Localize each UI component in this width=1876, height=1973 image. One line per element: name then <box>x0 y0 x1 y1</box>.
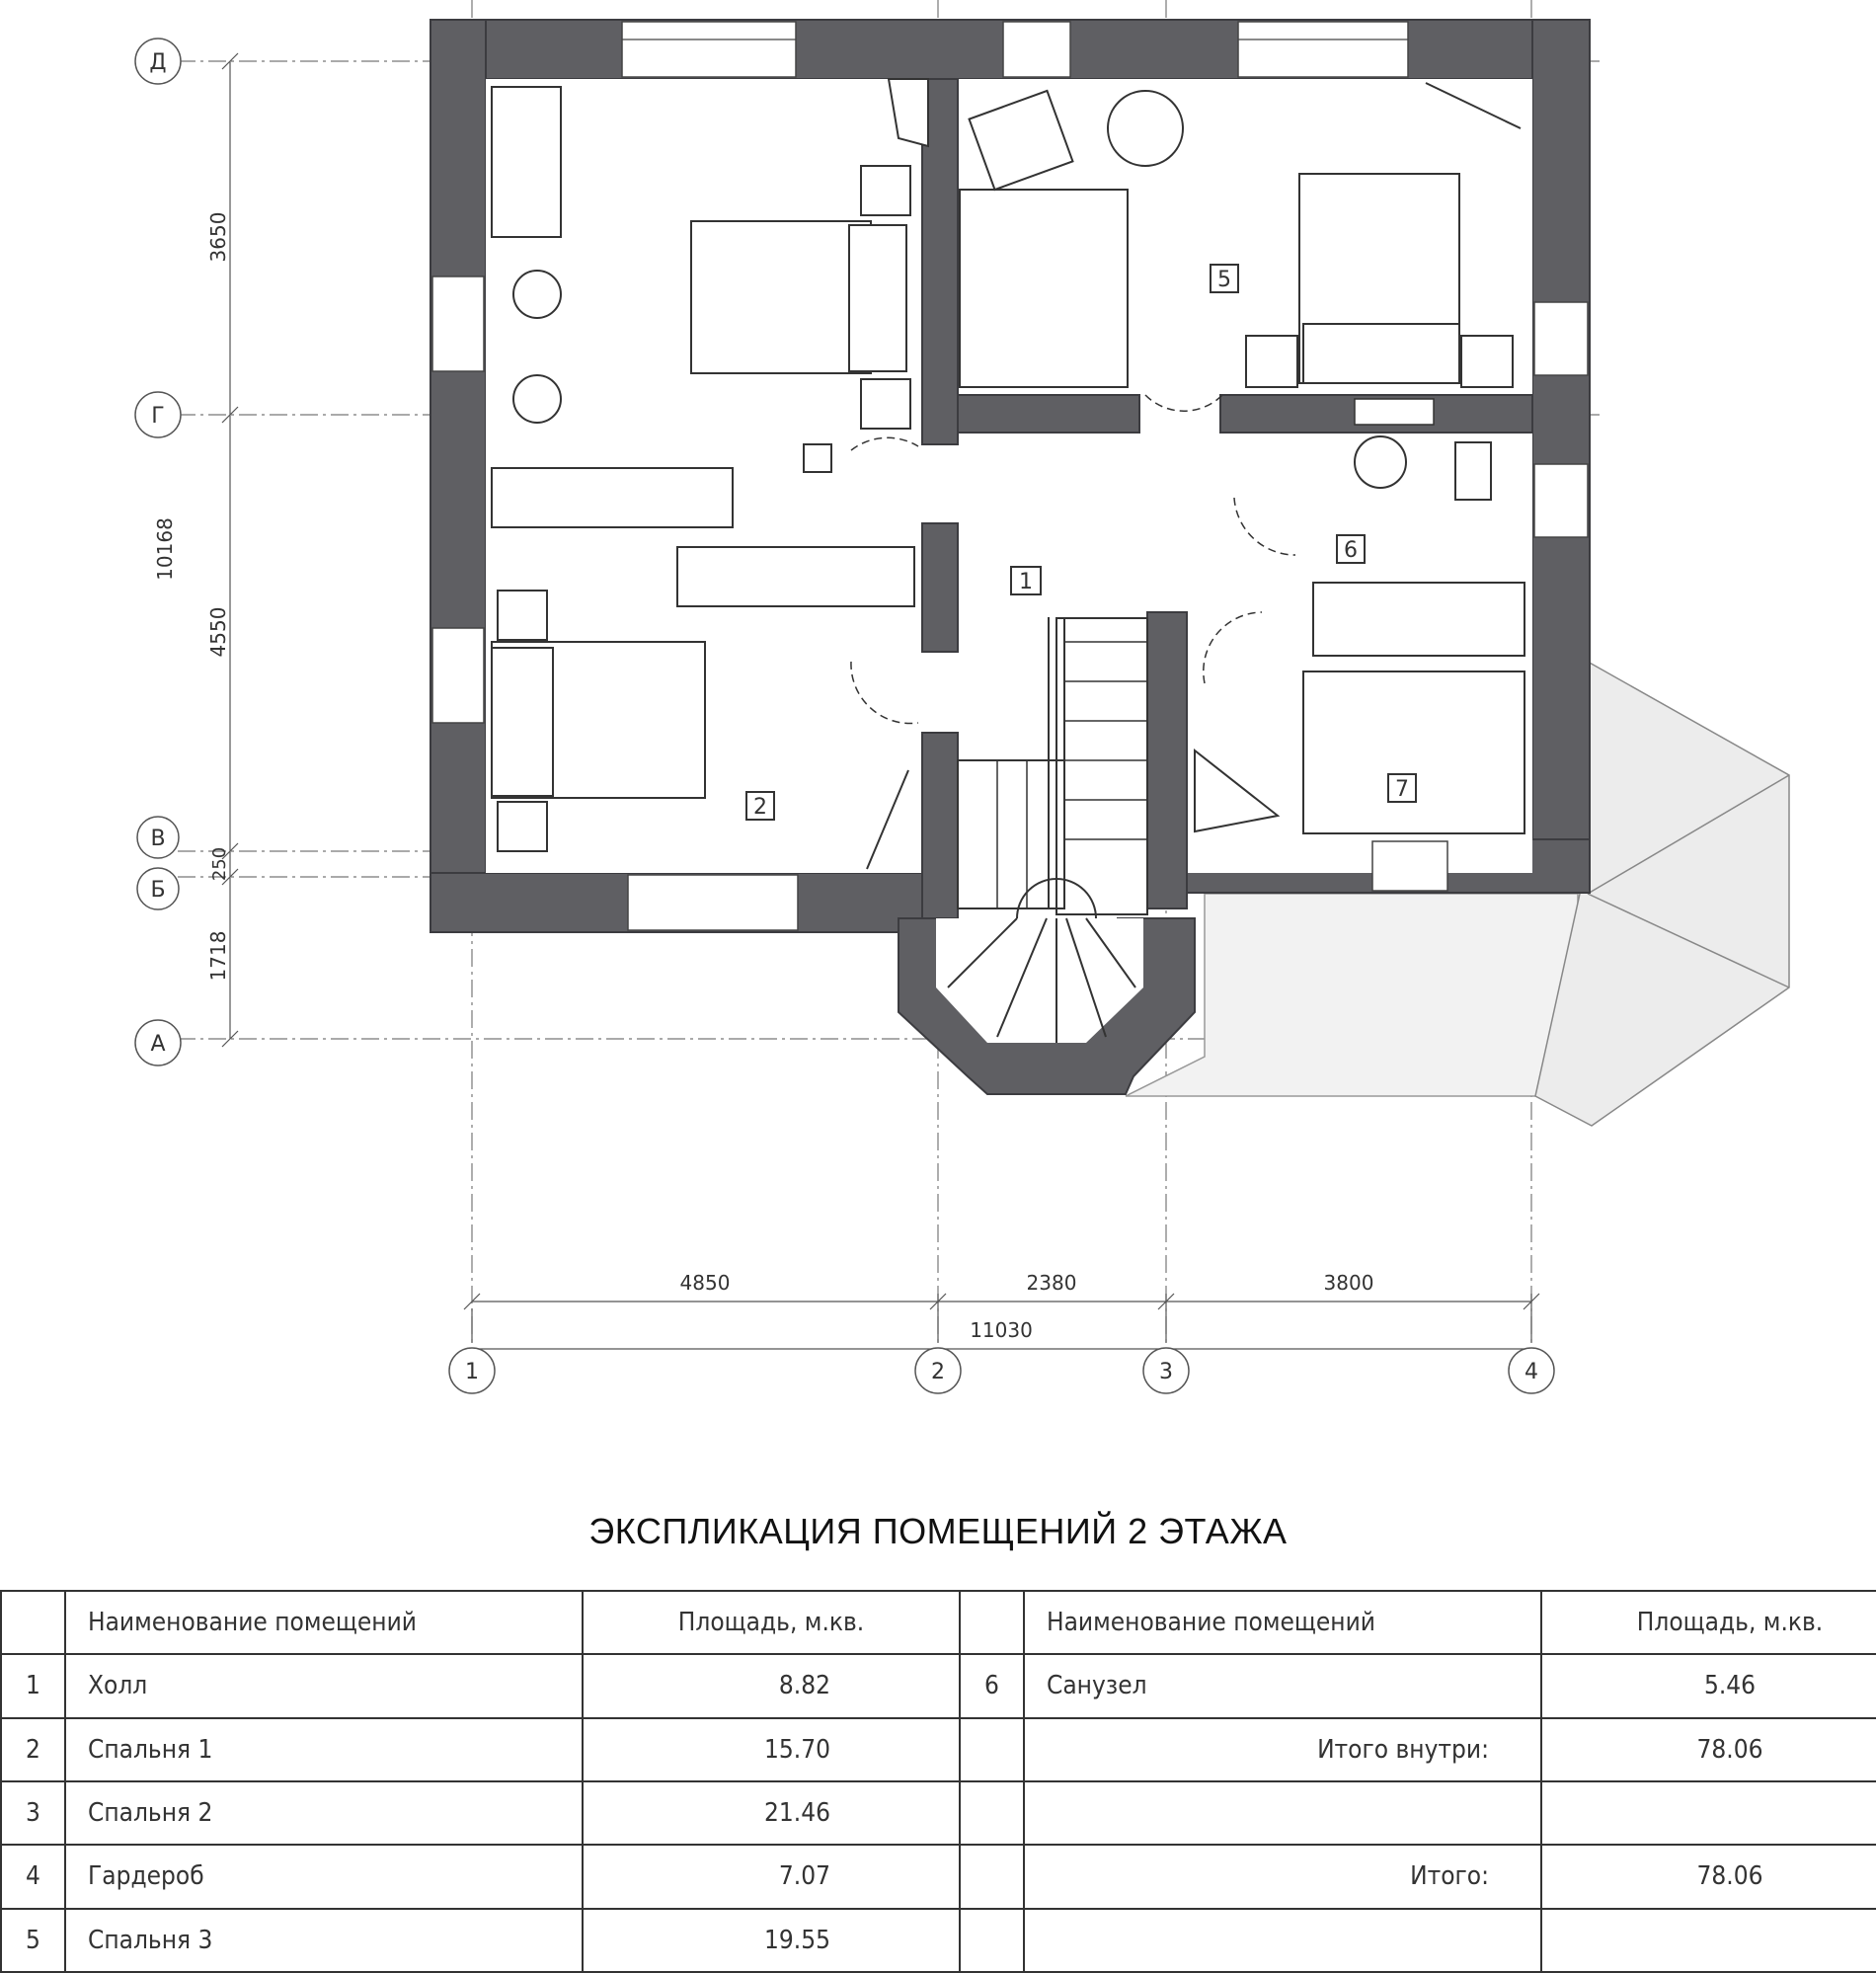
row-area: 8.82 <box>778 1671 830 1701</box>
room-tag-6: 6 <box>1344 538 1358 563</box>
dim-250: 250 <box>209 846 230 882</box>
dim-11030: 11030 <box>970 1318 1033 1342</box>
row-name: Спальня 2 <box>65 1781 583 1845</box>
row-area: 5.46 <box>1541 1654 1876 1717</box>
horizontal-dimensions <box>464 1271 1539 1349</box>
dim-4550: 4550 <box>206 606 230 658</box>
axis-label-1: 1 <box>465 1360 479 1384</box>
row-area <box>1541 1909 1876 1972</box>
row-area-cell <box>583 1718 960 1781</box>
row-num: 5 <box>1 1909 65 1972</box>
row-name <box>1024 1909 1541 1972</box>
dim-3650: 3650 <box>206 211 230 263</box>
axis-label-V: В <box>150 827 166 851</box>
room-tag-1: 1 <box>1019 570 1033 594</box>
axis-label-A: А <box>150 1032 166 1057</box>
row-num: 4 <box>1 1845 65 1908</box>
header-name-2: Наименование помещений <box>1024 1591 1541 1654</box>
axis-label-2: 2 <box>931 1360 945 1384</box>
table-row <box>1 1718 1876 1781</box>
room-tag-5: 5 <box>1217 268 1231 292</box>
table-row <box>1 1909 1876 1972</box>
dim-4850: 4850 <box>679 1271 731 1295</box>
row-num <box>960 1718 1024 1781</box>
table-row <box>1 1781 1876 1845</box>
row-name: Гардероб <box>65 1845 583 1908</box>
row-area: 78.06 <box>1541 1718 1876 1781</box>
row-name: Холл <box>65 1654 583 1717</box>
header-name: Наименование помещений <box>65 1591 583 1654</box>
room-tag-7: 7 <box>1395 777 1409 802</box>
rooms-explication-table <box>0 1590 1876 1973</box>
row-area: 7.07 <box>778 1861 830 1892</box>
axis-label-D: Д <box>149 50 167 75</box>
axis-label-4: 4 <box>1524 1360 1538 1384</box>
axis-bubbles-numbers <box>449 1348 1554 1393</box>
row-name: Спальня 3 <box>65 1909 583 1972</box>
row-num <box>960 1781 1024 1845</box>
dim-3800: 3800 <box>1323 1271 1374 1295</box>
dim-1718: 1718 <box>206 930 230 982</box>
header-area: Площадь, м.кв. <box>583 1591 960 1654</box>
dim-10168: 10168 <box>153 517 177 581</box>
row-area-cell <box>583 1909 960 1972</box>
header-area-2: Площадь, м.кв. <box>1541 1591 1876 1654</box>
header-num-cell <box>1 1591 65 1654</box>
row-name: Итого внутри: <box>1024 1718 1541 1781</box>
table-row <box>1 1654 1876 1717</box>
row-num: 6 <box>960 1654 1024 1717</box>
row-area <box>1541 1781 1876 1845</box>
dim-2380: 2380 <box>1026 1271 1077 1295</box>
row-num: 2 <box>1 1718 65 1781</box>
row-area-cell <box>583 1654 960 1717</box>
row-area: 19.55 <box>764 1925 830 1955</box>
header-num-cell-2 <box>960 1591 1024 1654</box>
row-area: 21.46 <box>764 1798 830 1829</box>
row-num: 1 <box>1 1654 65 1717</box>
table-header-row <box>1 1591 1876 1654</box>
axis-label-B: Б <box>150 878 166 903</box>
row-name: Спальня 1 <box>65 1718 583 1781</box>
row-num <box>960 1909 1024 1972</box>
row-name: Итого: <box>1024 1845 1541 1908</box>
row-num <box>960 1845 1024 1908</box>
row-area: 78.06 <box>1541 1845 1876 1908</box>
table-row <box>1 1845 1876 1908</box>
axis-label-3: 3 <box>1159 1360 1173 1384</box>
row-name: Санузел <box>1024 1654 1541 1717</box>
row-area: 15.70 <box>764 1734 830 1765</box>
axis-label-G: Г <box>151 404 165 429</box>
row-num: 3 <box>1 1781 65 1845</box>
row-area-cell <box>583 1781 960 1845</box>
row-name <box>1024 1781 1541 1845</box>
explication-title: ЭКСПЛИКАЦИЯ ПОМЕЩЕНИЙ 2 ЭТАЖА <box>588 1511 1288 1551</box>
row-area-cell <box>583 1845 960 1908</box>
room-tag-2: 2 <box>753 795 767 820</box>
